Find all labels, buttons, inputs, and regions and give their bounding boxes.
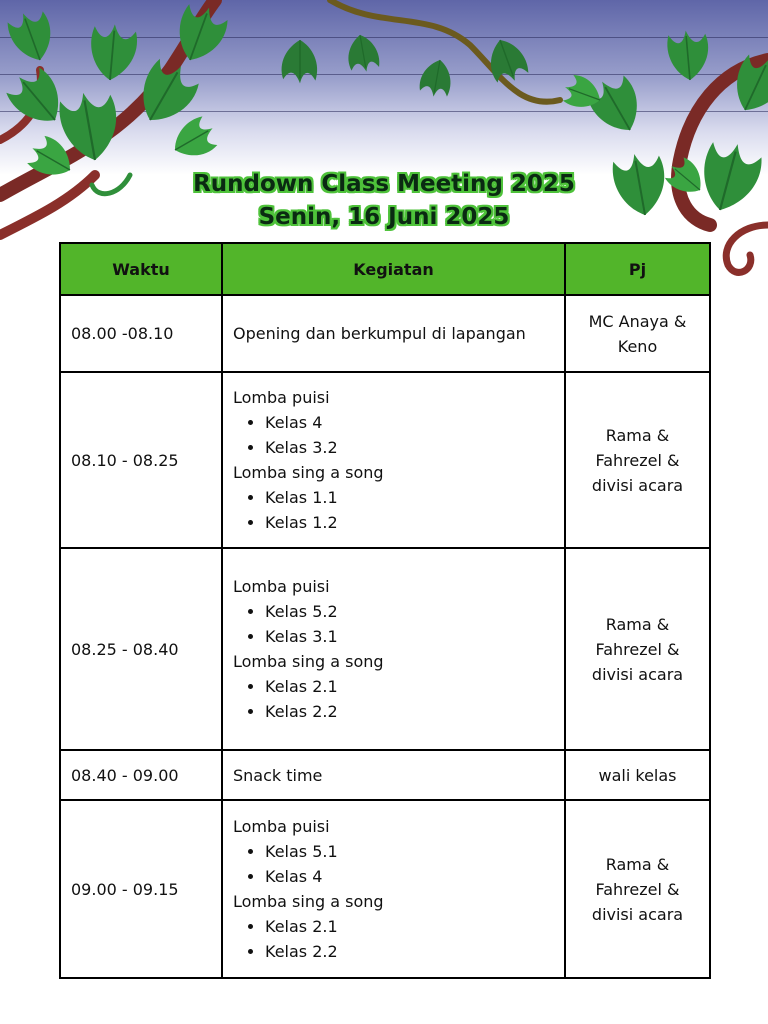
pj-line: Fahrezel & [595,879,680,899]
list-item: • Kelas 3.2 [265,435,563,460]
activity-list [233,485,563,535]
activity-list [233,599,563,649]
header-waktu: Waktu [60,243,222,295]
activity-group [233,649,563,724]
cell-waktu: 08.40 - 09.00 [60,750,222,800]
activity-list [233,674,563,724]
list-item: • Kelas 2.1 [265,914,563,939]
header-kegiatan: Kegiatan [222,243,565,295]
cell-pj [565,800,710,978]
cell-pj [565,548,710,750]
cell-kegiatan: Snack time [222,750,565,800]
table-row [60,372,710,548]
cell-kegiatan [222,800,565,978]
activity-group-title: Lomba sing a song [233,463,384,482]
activity-group-title: Lomba puisi [233,577,330,596]
table-row [60,295,710,372]
list-item: • Kelas 1.1 [265,485,563,510]
title-line-1: Rundown Class Meeting 2025 [193,171,575,197]
activity-group [233,385,563,460]
table-row [60,548,710,750]
activity-list [233,914,563,964]
table-header-row [60,243,710,295]
activity-group-title: Lomba puisi [233,388,330,407]
activity-group [233,574,563,649]
list-item: • Kelas 2.2 [265,699,563,724]
list-item: • Kelas 3.1 [265,624,563,649]
table-row [60,750,710,800]
table-row [60,800,710,978]
cell-kegiatan [222,372,565,548]
activity-group [233,889,563,964]
list-item: • Kelas 2.1 [265,674,563,699]
pj-line: Fahrezel & [595,450,680,470]
cell-waktu: 09.00 - 09.15 [60,800,222,978]
list-item: • Kelas 1.2 [265,510,563,535]
pj-line: divisi acara [591,904,684,924]
cell-waktu: 08.00 -08.10 [60,295,222,372]
pj-line: Rama & [605,425,670,445]
pj-line: Rama & [605,854,670,874]
cell-kegiatan: Opening dan berkumpul di lapangan [222,295,565,372]
jungle-leaf-icon [282,32,531,99]
list-item: • Kelas 2.2 [265,939,563,964]
list-item: • Kelas 5.1 [265,839,563,864]
pj-line: wali kelas [598,765,677,785]
pj-line: divisi acara [591,475,684,495]
pj-line: MC Anaya & [588,311,687,331]
cell-pj [565,372,710,548]
activity-group-title: Lomba puisi [233,817,330,836]
pj-line: divisi acara [591,664,684,684]
list-item: • Kelas 5.2 [265,599,563,624]
cell-waktu: 08.25 - 08.40 [60,548,222,750]
cell-pj [565,750,710,800]
activity-group-title: Lomba sing a song [233,892,384,911]
pj-line: Fahrezel & [595,639,680,659]
pj-line: Keno [617,336,658,356]
list-item: • Kelas 4 [265,864,563,889]
activity-list [233,839,563,889]
pj-line: Rama & [605,614,670,634]
title-line-2: Senin, 16 Juni 2025 [258,204,510,230]
list-item: • Kelas 4 [265,410,563,435]
activity-list [233,410,563,460]
header-pj: Pj [565,243,710,295]
rundown-table [59,242,711,979]
cell-pj [565,295,710,372]
page-title [0,168,768,234]
activity-group [233,460,563,535]
cell-waktu: 08.10 - 08.25 [60,372,222,548]
cell-kegiatan [222,548,565,750]
activity-group-title: Lomba sing a song [233,652,384,671]
activity-group [233,814,563,889]
